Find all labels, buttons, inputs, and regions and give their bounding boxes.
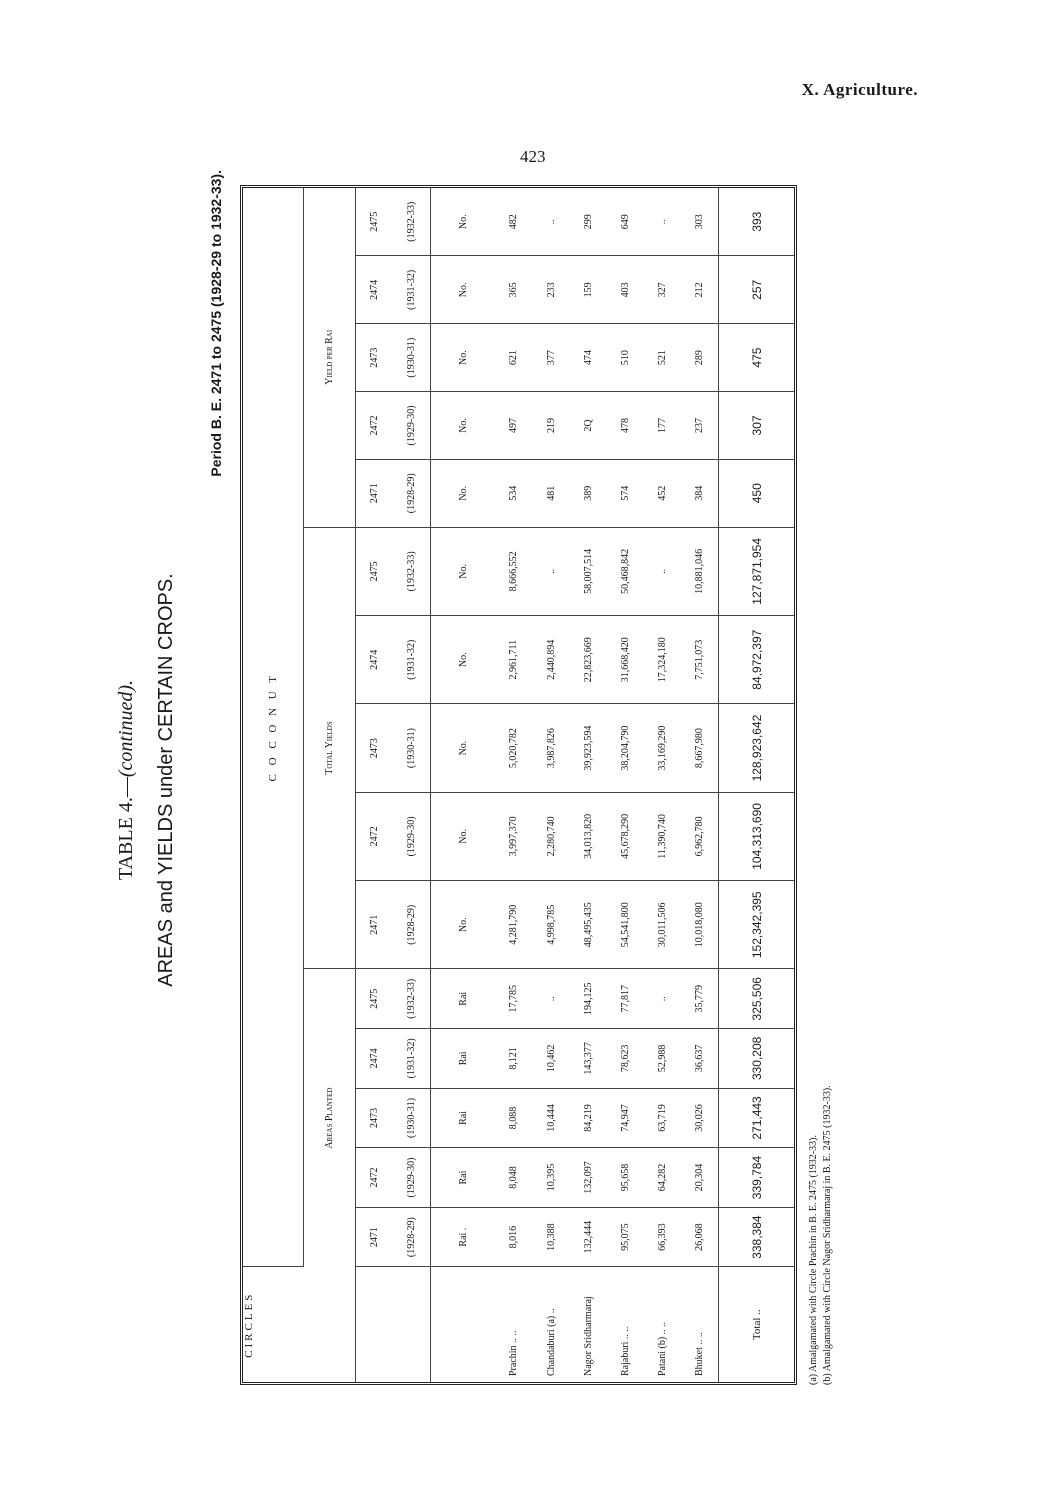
value-cell: 26,068 [681,1207,719,1267]
value-cell: 621 [495,324,532,392]
period-cell: (1928-29) [393,881,431,969]
value-cell: 2,440,894 [532,616,569,704]
value-cell: 403 [607,256,644,324]
blank-cell [393,1267,431,1382]
unit-cell: No. [431,527,495,615]
unit-cell: No. [431,256,495,324]
year-cell: 2472 [355,1148,393,1208]
total-cell: 325,506 [719,969,794,1029]
period-cell: (1928-29) [393,1207,431,1267]
year-cell: 2472 [355,392,393,460]
crop-name: C O C O N U T [243,188,303,1267]
table-row [570,188,607,1382]
value-cell: 11,390,740 [644,792,681,880]
year-cell: 2473 [355,1088,393,1148]
value-cell: 478 [607,392,644,460]
footnote-a: (a) Amalgamated with Circle Prachin in B. E. 2475 (1932-33). [808,1135,819,1385]
period-cell: (1928-29) [393,459,431,527]
year-cell: 2475 [355,188,393,256]
circle-name: Nagor Sridharmaraj [582,1296,594,1376]
total-cell: 339,784 [719,1148,794,1208]
total-yields-header: Total Yields [303,527,355,969]
value-cell: 219 [532,392,569,460]
unit-cell: Rai . [431,1207,495,1267]
period-cell: (1930-31) [393,1088,431,1148]
footnotes [807,1085,835,1385]
value-cell: 481 [532,459,569,527]
table-row [532,188,569,1382]
section-heading: X. Agriculture. [801,80,918,99]
period-row [393,188,431,1382]
value-cell: 95,658 [607,1148,644,1208]
total-cell: 271,443 [719,1088,794,1148]
blank-cell [355,1267,393,1382]
total-cell: 338,384 [719,1207,794,1267]
value-cell: 482 [495,188,532,256]
value-cell: 521 [644,324,681,392]
unit-cell: Rai [431,969,495,1029]
value-cell: .. [644,969,681,1029]
value-cell: 8,016 [495,1207,532,1267]
unit-cell: No. [431,704,495,792]
value-cell: 299 [570,188,607,256]
unit-cell: No. [431,792,495,880]
value-cell: 10,462 [532,1029,569,1089]
value-cell: 10,881,046 [681,527,719,615]
value-cell: 31,668,420 [607,616,644,704]
value-cell: 474 [570,324,607,392]
value-cell: 17,785 [495,969,532,1029]
total-cell: 393 [719,188,794,256]
period-cell: (1931-32) [393,616,431,704]
value-cell: 237 [681,392,719,460]
value-cell: 303 [681,188,719,256]
value-cell: 574 [607,459,644,527]
table-row [681,188,719,1382]
year-cell: 2474 [355,1029,393,1089]
value-cell: 649 [607,188,644,256]
value-cell: 22,823,669 [570,616,607,704]
year-cell: 2473 [355,324,393,392]
value-cell: 4,998,785 [532,881,569,969]
value-cell: 194,125 [570,969,607,1029]
value-cell: 5,020,782 [495,704,532,792]
year-cell: 2473 [355,704,393,792]
value-cell: 212 [681,256,719,324]
value-cell: 452 [644,459,681,527]
value-cell: 7,751,073 [681,616,719,704]
value-cell: 2,280,740 [532,792,569,880]
year-cell: 2471 [355,459,393,527]
value-cell: 327 [644,256,681,324]
value-cell: 8,088 [495,1088,532,1148]
rotated-table-page [105,170,925,1390]
value-cell: 8,666,552 [495,527,532,615]
unit-cell: No. [431,392,495,460]
value-cell: 389 [570,459,607,527]
unit-cell: Rai [431,1088,495,1148]
table-title [115,170,138,1390]
circles-header: CIRCLES [243,1267,355,1382]
total-cell: 128,923,642 [719,704,794,792]
value-cell: 30,011,506 [644,881,681,969]
value-cell: 289 [681,324,719,392]
period-cell: (1932-33) [393,527,431,615]
table-label: TABLE 4.— [115,777,137,881]
period-cell: (1930-31) [393,324,431,392]
unit-cell: No. [431,459,495,527]
value-cell: 74,947 [607,1088,644,1148]
value-cell: 63,719 [644,1088,681,1148]
value-cell: 3,987,826 [532,704,569,792]
value-cell: 54,541,800 [607,881,644,969]
value-cell: 34,013,820 [570,792,607,880]
year-cell: 2475 [355,969,393,1029]
period-cell: (1930-31) [393,704,431,792]
unit-cell: No. [431,324,495,392]
value-cell: 2,961,711 [495,616,532,704]
period-cell: (1929-30) [393,1148,431,1208]
table-frame [240,185,797,1385]
value-cell: 17,324,180 [644,616,681,704]
total-label: Total .. [719,1267,794,1382]
circle-name: Patani (b) .. .. [657,1321,669,1376]
unit-cell: Rai [431,1029,495,1089]
total-cell: 257 [719,256,794,324]
value-cell: 35,779 [681,969,719,1029]
value-cell: 66,393 [644,1207,681,1267]
crop-header-row [243,188,303,1382]
value-cell: 159 [570,256,607,324]
data-table [243,188,794,1382]
year-cell: 2471 [355,881,393,969]
value-cell: 177 [644,392,681,460]
value-cell: .. [532,188,569,256]
value-cell: 4,281,790 [495,881,532,969]
unit-cell: No. [431,881,495,969]
unit-row [431,188,495,1382]
total-cell: 307 [719,392,794,460]
period-cell: (1932-33) [393,188,431,256]
total-cell: 152,342,395 [719,881,794,969]
value-cell: 30,026 [681,1088,719,1148]
year-cell: 2472 [355,792,393,880]
year-cell: 2474 [355,256,393,324]
total-cell: 84,972,397 [719,616,794,704]
value-cell: 132,097 [570,1148,607,1208]
value-cell: 10,388 [532,1207,569,1267]
value-cell: 534 [495,459,532,527]
group-header-row [303,188,355,1382]
value-cell: .. [532,969,569,1029]
table-body [495,188,719,1382]
table-row [644,188,681,1382]
period-cell: (1929-30) [393,792,431,880]
value-cell: 48,495,435 [570,881,607,969]
value-cell: 365 [495,256,532,324]
circle-name: Rajaburi .. .. [619,1326,631,1376]
total-cell: 330,208 [719,1029,794,1089]
year-cell: 2475 [355,527,393,615]
value-cell: 384 [681,459,719,527]
year-cell: 2474 [355,616,393,704]
unit-cell: Rai [431,1148,495,1208]
value-cell: .. [532,527,569,615]
value-cell: 10,018,080 [681,881,719,969]
value-cell: .. [644,527,681,615]
value-cell: 20,304 [681,1148,719,1208]
period-label: Period B. E. 2471 to 2475 (1928-29 to 1932-33). [208,170,224,477]
value-cell: 33,169,290 [644,704,681,792]
circle-name: Prachin .. .. [508,1330,520,1376]
value-cell: 8,667,980 [681,704,719,792]
value-cell: 497 [495,392,532,460]
value-cell: 3,997,370 [495,792,532,880]
unit-cell: No. [431,188,495,256]
value-cell: 84,219 [570,1088,607,1148]
value-cell: 95,075 [607,1207,644,1267]
value-cell: 377 [532,324,569,392]
period-cell: (1932-33) [393,969,431,1029]
value-cell: 10,395 [532,1148,569,1208]
value-cell: 2Q [570,392,607,460]
year-cell: 2471 [355,1207,393,1267]
value-cell: 77,817 [607,969,644,1029]
footnote-b: (b) Amalgamated with Circle Nagor Sridharmaraj in B. E. 2475 (1932-33). [822,1085,833,1385]
total-row [719,188,794,1382]
yield-per-rai-header: Yield per Rai [303,188,355,527]
circle-name: Chandaburi (a) .. [545,1308,557,1376]
value-cell: 36,637 [681,1029,719,1089]
value-cell: 39,923,594 [570,704,607,792]
value-cell: 52,988 [644,1029,681,1089]
value-cell: 132,444 [570,1207,607,1267]
total-cell: 104,313,690 [719,792,794,880]
value-cell: 510 [607,324,644,392]
value-cell: 143,377 [570,1029,607,1089]
value-cell: 233 [532,256,569,324]
period-cell: (1929-30) [393,392,431,460]
period-cell: (1931-32) [393,1029,431,1089]
table-subtitle: AREAS and YIELDS under CERTAIN CROPS. [155,573,177,987]
value-cell: 8,048 [495,1148,532,1208]
total-cell: 450 [719,459,794,527]
page-number: 423 [520,147,546,166]
areas-planted-header: Areas Planted [303,969,355,1267]
value-cell: 6,962,780 [681,792,719,880]
table-row [607,188,644,1382]
value-cell: 50,468,842 [607,527,644,615]
value-cell: 64,282 [644,1148,681,1208]
value-cell: 8,121 [495,1029,532,1089]
period-cell: (1931-32) [393,256,431,324]
year-row [355,188,393,1382]
value-cell: 45,678,290 [607,792,644,880]
value-cell: .. [644,188,681,256]
value-cell: 38,204,790 [607,704,644,792]
value-cell: 78,623 [607,1029,644,1089]
total-cell: 127,871,954 [719,527,794,615]
table-row [495,188,532,1382]
unit-cell: No. [431,616,495,704]
value-cell: 58,007,514 [570,527,607,615]
total-cell: 475 [719,324,794,392]
circle-name: Bhuket .. .. [694,1332,706,1376]
value-cell: 10,444 [532,1088,569,1148]
continued-label: (continued). [115,679,137,778]
blank-cell [431,1267,495,1382]
